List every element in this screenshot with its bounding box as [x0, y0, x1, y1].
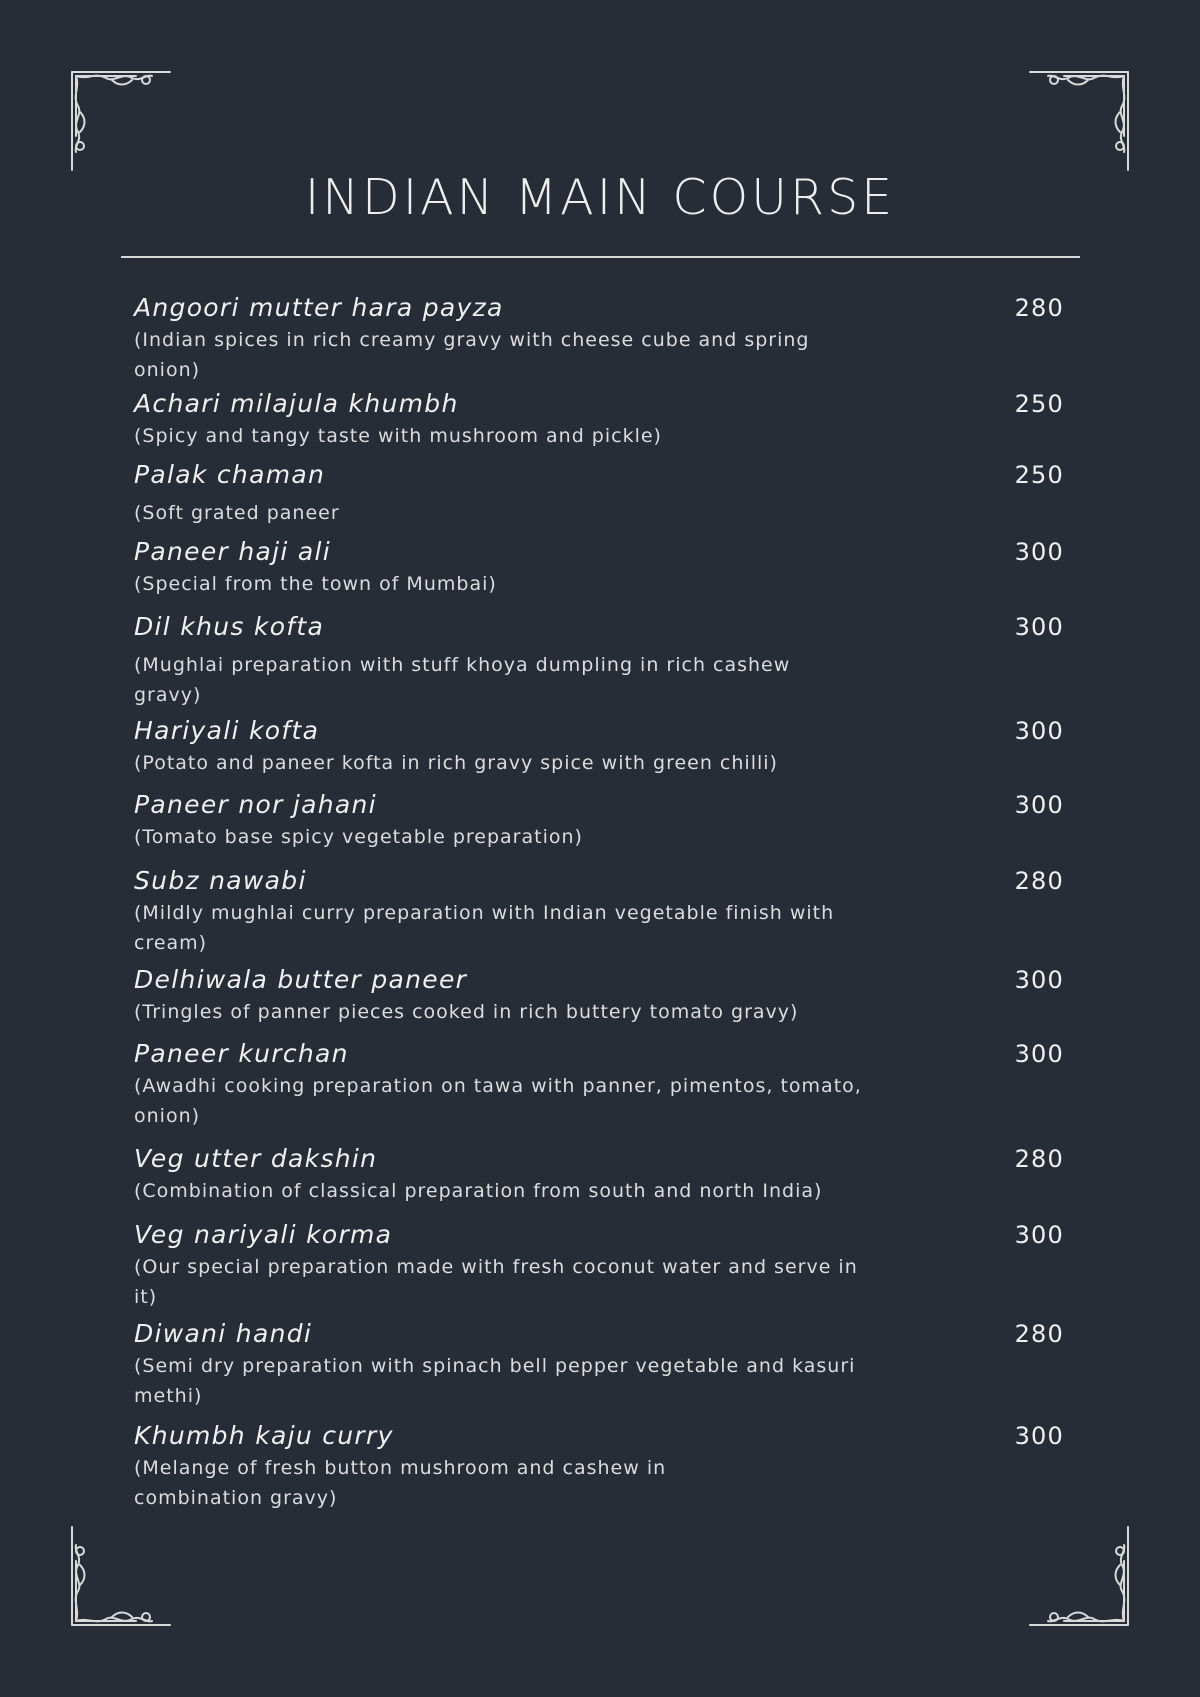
menu-item — [134, 387, 1064, 458]
menu-item-description: (Awadhi cooking preparation on tawa with panner, pimentos, tomato, onion) — [134, 1075, 862, 1127]
menu-item-description: (Our special preparation made with fresh coconut water and serve in it) — [134, 1256, 858, 1308]
menu-item — [134, 963, 1064, 1037]
menu-item — [134, 291, 1064, 387]
menu-item-name: Paneer haji ali — [134, 537, 331, 566]
flourish-corner-icon — [1024, 1521, 1134, 1631]
menu-item-price: 280 — [1014, 867, 1064, 895]
menu-item-name: Paneer kurchan — [134, 1039, 349, 1068]
menu-item-description: (Soft grated paneer — [134, 502, 340, 524]
menu-item — [134, 1218, 1064, 1317]
corner-ornament-top-right — [1024, 66, 1134, 176]
menu-list — [134, 291, 1064, 1519]
menu-item — [134, 535, 1064, 610]
menu-item-description: (Semi dry preparation with spinach bell pepper vegetable and kasuri methi) — [134, 1355, 856, 1407]
flourish-corner-icon — [66, 1521, 176, 1631]
menu-item-name: Dil khus kofta — [134, 612, 325, 641]
corner-ornament-bottom-right — [1024, 1521, 1134, 1631]
flourish-corner-icon — [66, 66, 176, 176]
page-title: INDIAN MAIN COURSE — [304, 169, 896, 226]
menu-item — [134, 788, 1064, 864]
menu-item-name: Khumbh kaju curry — [134, 1421, 394, 1450]
menu-item — [134, 714, 1064, 788]
menu-item-description: (Special from the town of Mumbai) — [134, 573, 497, 595]
menu-item-description: (Tomato base spicy vegetable preparation) — [134, 826, 583, 848]
menu-item-price: 300 — [1014, 613, 1064, 641]
menu-item-price: 250 — [1014, 390, 1064, 418]
title-divider — [121, 256, 1080, 258]
menu-item — [134, 864, 1064, 963]
menu-item — [134, 610, 1064, 714]
menu-item-description: (Combination of classical preparation from south and north India) — [134, 1180, 823, 1202]
menu-item-name: Delhiwala butter paneer — [134, 965, 468, 994]
menu-item-price: 300 — [1014, 538, 1064, 566]
menu-item-name: Subz nawabi — [134, 866, 307, 895]
menu-item — [134, 458, 1064, 535]
menu-item-description: (Mildly mughlai curry preparation with Indian vegetable finish with cream) — [134, 902, 835, 954]
menu-item-description: (Spicy and tangy taste with mushroom and pickle) — [134, 425, 662, 447]
menu-item — [134, 1142, 1064, 1218]
menu-item-description: (Indian spices in rich creamy gravy with cheese cube and spring onion) — [134, 329, 810, 381]
menu-item-name: Veg nariyali korma — [134, 1220, 393, 1249]
menu-item-description: (Tringles of panner pieces cooked in rich buttery tomato gravy) — [134, 1001, 799, 1023]
corner-ornament-top-left — [66, 66, 176, 176]
flourish-corner-icon — [1024, 66, 1134, 176]
menu-item-name: Diwani handi — [134, 1319, 313, 1348]
menu-item-price: 300 — [1014, 1040, 1064, 1068]
menu-item-description: (Mughlai preparation with stuff khoya dumpling in rich cashew gravy) — [134, 654, 791, 706]
menu-item-price: 280 — [1014, 1320, 1064, 1348]
menu-item — [134, 1317, 1064, 1419]
menu-item-name: Palak chaman — [134, 460, 326, 489]
menu-item-price: 300 — [1014, 1422, 1064, 1450]
menu-item-price: 250 — [1014, 461, 1064, 489]
menu-item-price: 300 — [1014, 717, 1064, 745]
menu-item — [134, 1037, 1064, 1142]
menu-item-description: (Potato and paneer kofta in rich gravy spice with green chilli) — [134, 752, 778, 774]
menu-item-price: 280 — [1014, 294, 1064, 322]
menu-item-price: 280 — [1014, 1145, 1064, 1173]
menu-item-description: (Melange of fresh button mushroom and cashew in combination gravy) — [134, 1457, 667, 1509]
menu-item-price: 300 — [1014, 1221, 1064, 1249]
menu-item-price: 300 — [1014, 791, 1064, 819]
menu-item-name: Paneer nor jahani — [134, 790, 377, 819]
menu-item-name: Achari milajula khumbh — [134, 389, 459, 418]
menu-item-price: 300 — [1014, 966, 1064, 994]
menu-item — [134, 1419, 1064, 1519]
menu-item-name: Angoori mutter hara payza — [134, 293, 504, 322]
corner-ornament-bottom-left — [66, 1521, 176, 1631]
menu-item-name: Hariyali kofta — [134, 716, 320, 745]
menu-item-name: Veg utter dakshin — [134, 1144, 378, 1173]
